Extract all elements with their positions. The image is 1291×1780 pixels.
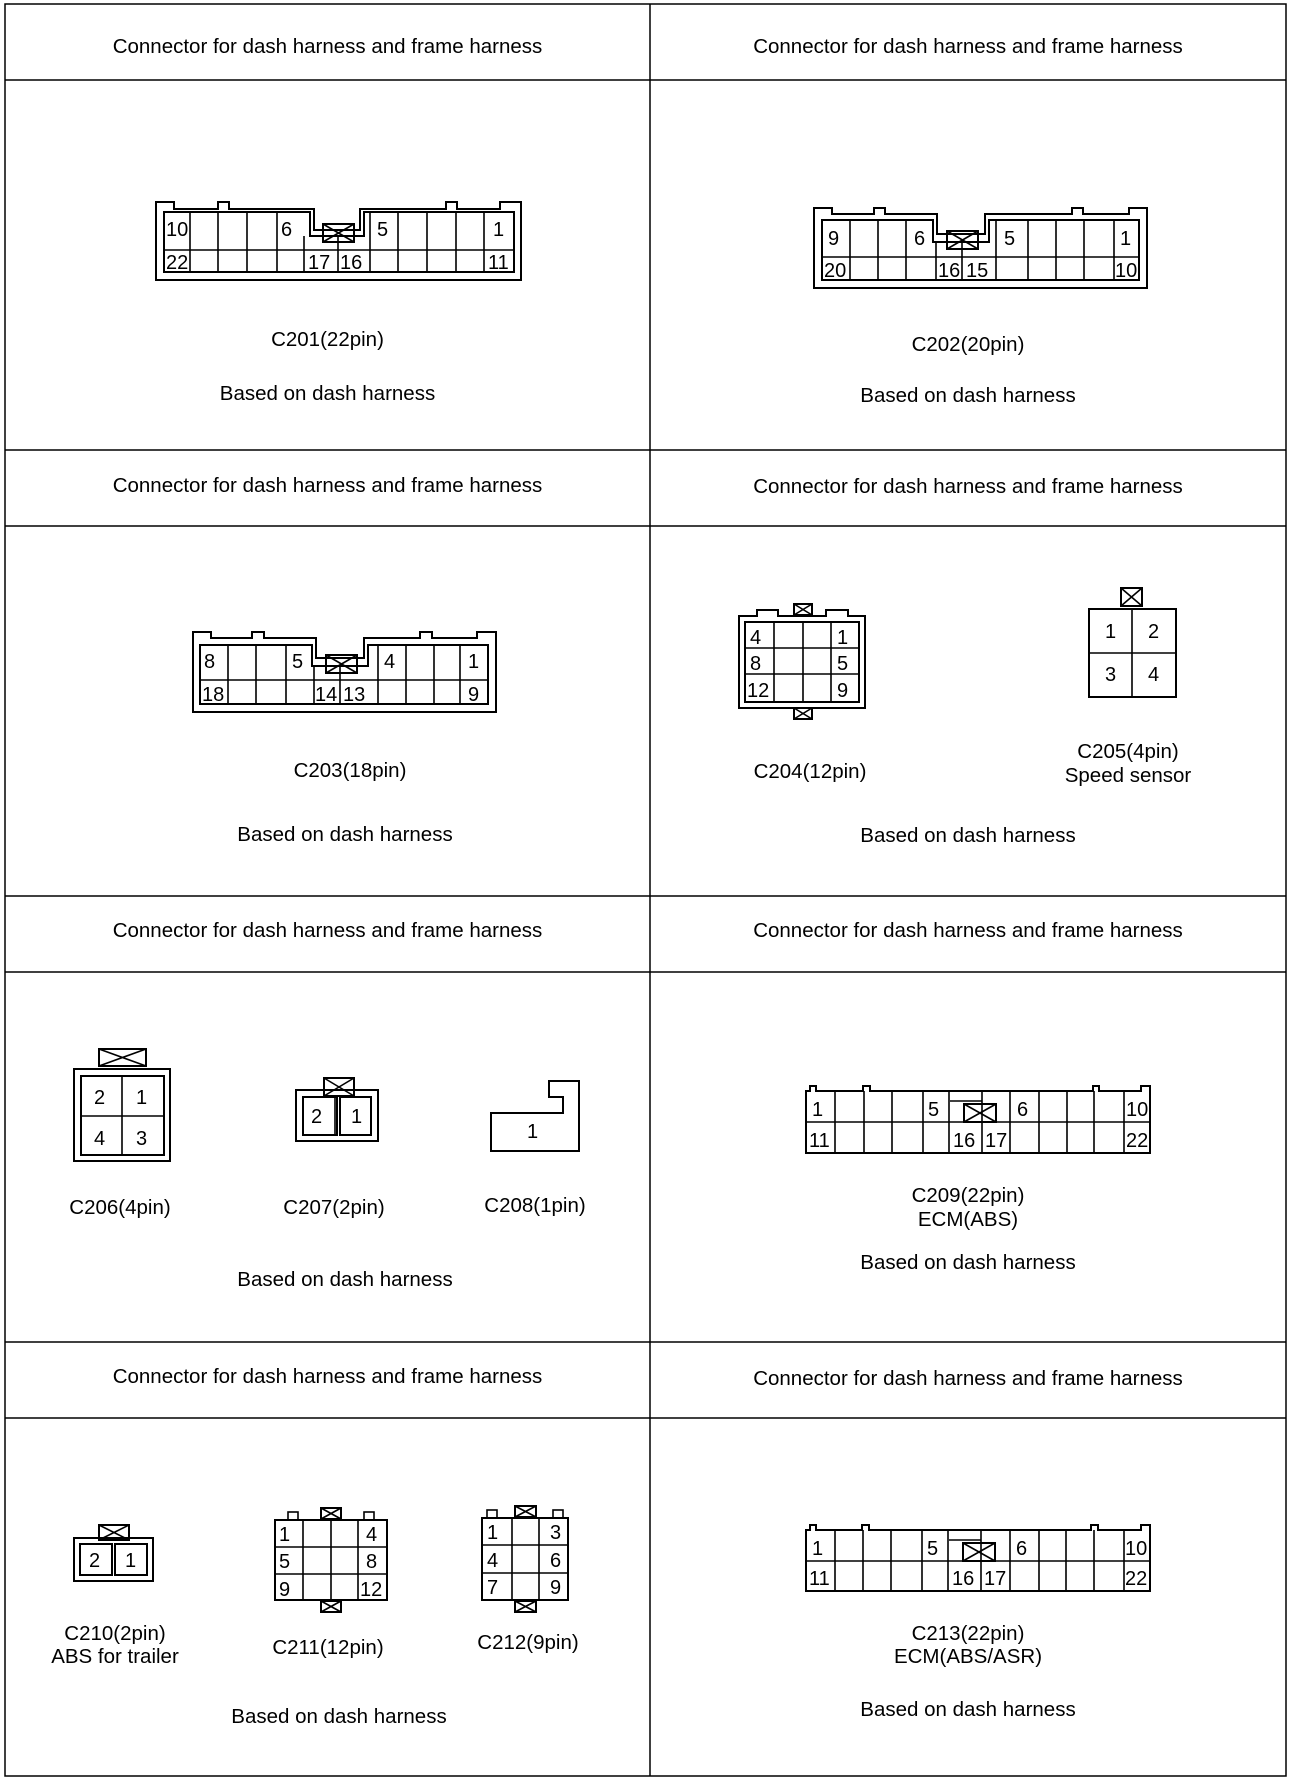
svg-text:9: 9 [550,1577,562,1599]
svg-text:11: 11 [809,1130,830,1152]
connector-label: C205(4pin) [1077,740,1179,763]
svg-text:9: 9 [279,1579,291,1601]
cell-header: Connector for dash harness and frame harness [112,919,543,942]
svg-text:1: 1 [125,1550,137,1572]
c209-pin-numbers [809,1099,1148,1152]
svg-text:1: 1 [493,219,505,241]
svg-text:4: 4 [750,627,762,649]
connector-label: C209(22pin) [911,1184,1025,1207]
based-on-note: Based on dash harness [237,823,453,846]
connector-label: C213(22pin) [911,1622,1025,1645]
c202-pin-numbers [824,228,1137,282]
based-on-note: Based on dash harness [231,1705,447,1728]
svg-text:3: 3 [1105,664,1117,686]
svg-text:10: 10 [1125,1538,1148,1560]
svg-text:17: 17 [308,252,331,274]
svg-text:6: 6 [550,1550,562,1572]
svg-text:1: 1 [812,1538,824,1560]
cell-header: Connector for dash harness and frame harness [753,1367,1183,1390]
svg-text:5: 5 [1004,228,1016,250]
connector-label: C207(2pin) [283,1196,385,1219]
cell-header: Connector for dash harness and frame harness [112,1365,543,1388]
svg-text:2: 2 [89,1550,101,1572]
connector-description: Speed sensor [1064,764,1192,787]
svg-text:4: 4 [1148,664,1160,686]
svg-text:1: 1 [468,651,480,673]
svg-text:1: 1 [527,1121,539,1143]
svg-text:5: 5 [928,1099,940,1121]
svg-text:20: 20 [824,260,847,282]
connector-description: ECM(ABS/ASR) [893,1645,1043,1668]
c213-connector-drawing [806,1525,1150,1591]
based-on-note: Based on dash harness [860,1698,1076,1721]
svg-text:5: 5 [837,653,849,675]
svg-text:3: 3 [550,1522,562,1544]
based-on-note: Based on dash harness [237,1268,453,1291]
svg-text:5: 5 [279,1551,291,1573]
svg-text:9: 9 [468,684,480,706]
svg-text:1: 1 [351,1106,363,1128]
svg-text:4: 4 [384,651,396,673]
svg-text:12: 12 [747,680,770,702]
svg-text:2: 2 [94,1087,106,1109]
c209-connector-drawing [806,1086,1150,1153]
svg-text:9: 9 [828,228,840,250]
connector-description: ECM(ABS) [917,1208,1019,1231]
connector-label: C206(4pin) [69,1196,171,1219]
svg-text:10: 10 [166,219,189,241]
svg-text:2: 2 [311,1106,323,1128]
based-on-note: Based on dash harness [219,382,436,405]
cell-header: Connector for dash harness and frame harness [753,35,1183,58]
svg-text:4: 4 [366,1524,378,1546]
svg-text:6: 6 [1016,1538,1028,1560]
cell-header: Connector for dash harness and frame harness [753,475,1183,498]
based-on-note: Based on dash harness [860,384,1076,407]
svg-text:6: 6 [1017,1099,1029,1121]
svg-text:16: 16 [938,260,961,282]
svg-text:16: 16 [952,1568,975,1590]
svg-text:4: 4 [487,1550,499,1572]
connector-label: C211(12pin) [272,1636,384,1659]
svg-text:12: 12 [360,1579,383,1601]
svg-text:16: 16 [340,252,363,274]
svg-text:1: 1 [812,1099,824,1121]
c206-pin-numbers [94,1087,147,1150]
cell-header: Connector for dash harness and frame harness [112,35,543,58]
svg-text:5: 5 [927,1538,939,1560]
svg-text:1: 1 [279,1524,291,1546]
svg-text:4: 4 [94,1128,106,1150]
svg-text:8: 8 [750,653,762,675]
svg-text:5: 5 [377,219,389,241]
cell-header: Connector for dash harness and frame harness [112,474,543,497]
svg-text:1: 1 [1105,621,1117,643]
svg-text:14: 14 [315,684,338,706]
svg-text:6: 6 [914,228,926,250]
svg-text:17: 17 [985,1130,1008,1152]
svg-text:2: 2 [1148,621,1160,643]
svg-text:3: 3 [136,1128,148,1150]
c212-pin-numbers [487,1522,561,1599]
c204-pin-numbers [747,627,848,702]
svg-text:9: 9 [837,680,849,702]
connector-label: C202(20pin) [911,333,1025,356]
c206-connector-drawing [74,1049,170,1161]
connector-label: C203(18pin) [293,759,407,782]
based-on-note: Based on dash harness [860,824,1076,847]
svg-text:11: 11 [809,1568,830,1590]
svg-text:8: 8 [366,1551,378,1573]
table-border [5,4,1286,1776]
c208-pin-numbers [527,1121,538,1143]
connector-description: ABS for trailer [51,1645,179,1668]
connector-label: C210(2pin) [64,1622,166,1645]
svg-text:8: 8 [204,651,216,673]
svg-text:18: 18 [202,684,225,706]
connector-label: C208(1pin) [484,1194,586,1217]
svg-text:22: 22 [1126,1130,1149,1152]
svg-text:15: 15 [966,260,989,282]
connector-label: C204(12pin) [753,760,867,783]
svg-text:22: 22 [1125,1568,1148,1590]
svg-text:6: 6 [281,219,293,241]
svg-text:17: 17 [984,1568,1007,1590]
connector-label: C212(9pin) [477,1631,579,1654]
cell-header: Connector for dash harness and frame harness [753,919,1183,942]
based-on-note: Based on dash harness [860,1251,1076,1274]
svg-text:16: 16 [953,1130,976,1152]
svg-text:13: 13 [343,684,366,706]
svg-text:10: 10 [1126,1099,1149,1121]
c213-pin-numbers [809,1538,1147,1590]
c205-connector-drawing [1089,588,1176,697]
svg-text:22: 22 [166,252,189,274]
svg-text:1: 1 [1120,228,1132,250]
svg-text:1: 1 [837,627,849,649]
svg-text:11: 11 [488,252,509,274]
connector-label: C201(22pin) [271,328,384,351]
svg-text:10: 10 [1115,260,1138,282]
c210-connector-drawing [74,1525,153,1581]
svg-text:1: 1 [136,1087,148,1109]
svg-text:5: 5 [292,651,304,673]
c207-connector-drawing [296,1078,378,1141]
svg-text:1: 1 [487,1522,499,1544]
c201-connector-drawing [156,202,521,280]
svg-text:7: 7 [487,1577,499,1599]
